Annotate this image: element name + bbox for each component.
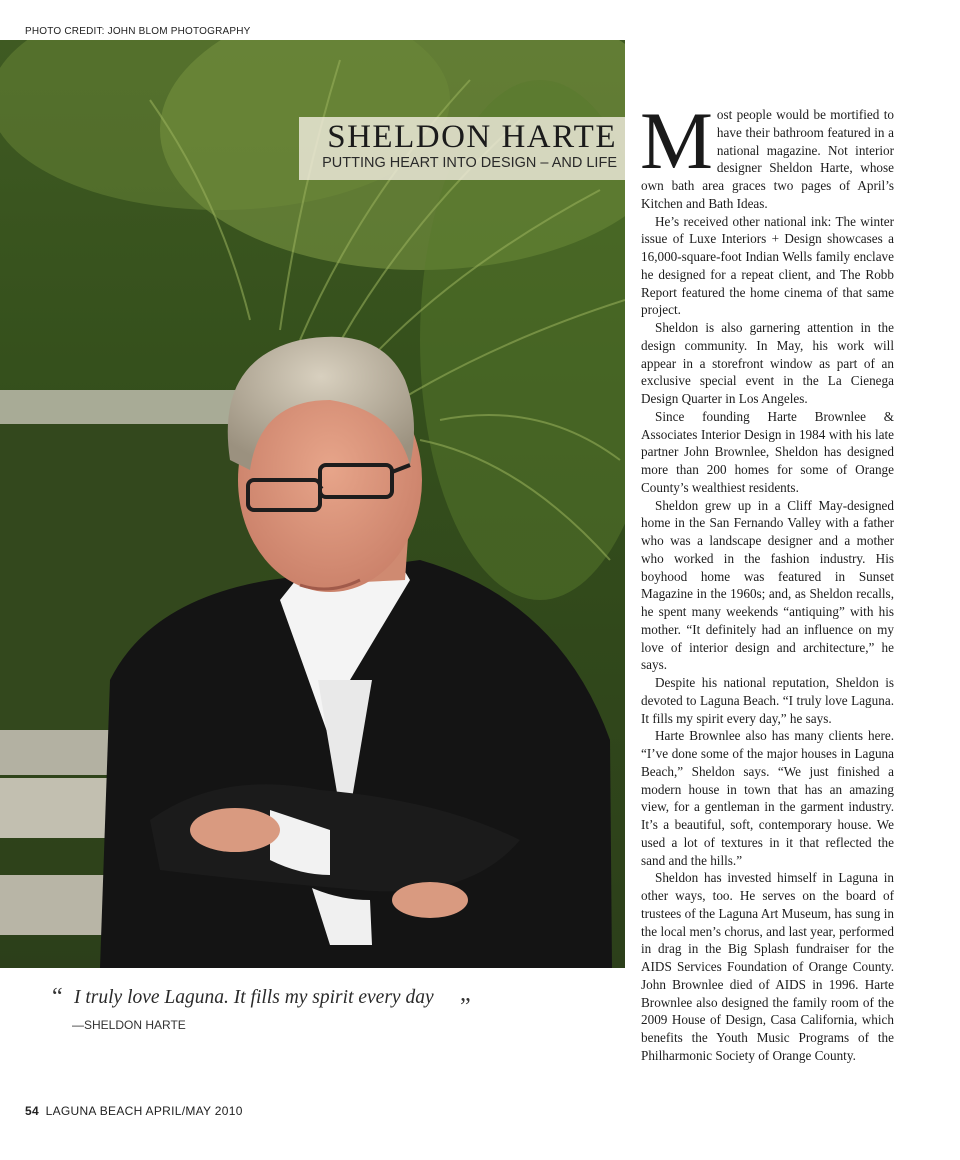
article-paragraph: Sheldon has invested himself in Laguna in other ways, too. He serves on the board of trustees of the Laguna Art Museum, has sung in the local men’s chorus, and last year, performed in drag in the Big Splash fundraiser for the AIDS Services Foundation of Orange County. John Brownlee died of AIDS in 1996. Harte Brownlee also designed the family room of the 2009 House of Design, Casa California, which benefits the Youth Music Programs of the Philharmonic Society of Orange County. (641, 870, 894, 1063)
headline-box (299, 117, 625, 180)
drop-cap: M (640, 95, 713, 186)
headline-title: SHELDON HARTE (327, 119, 617, 155)
open-quote-mark: “ (52, 984, 63, 1010)
page-number: 54 (25, 1104, 39, 1118)
page-footer (25, 1104, 243, 1118)
article-paragraph: Sheldon grew up in a Cliff May-designed home in the San Fernando Valley with a father who was a landscape designer and a mother who worked in the fashion industry. His boyhood home was featured in Sunset Magazine in the 1960s; and, as Sheldon recalls, he spent many weekends “antiquing” with his mother. “It definitely had an influence on my love of interior design and architecture,” he says. (641, 497, 894, 673)
article-paragraph: Most people would be mortified to have their bathroom featured in a national magazine. Not interior designer Sheldon Harte, whose own bath area graces two pages of April’s Kitchen and Bath Ideas. (640, 95, 894, 211)
article-body (640, 95, 894, 1065)
article-paragraph: He’s received other national ink: The winter issue of Luxe Interiors + Design showcases a 16,000-square-foot Indian Wells family enclave he designed for a repeat client, and The Robb Report featured the home cinema of that same project. (641, 213, 894, 318)
pull-quote-text: I truly love Laguna. It fills my spirit every day (74, 987, 434, 1008)
publication-name: LAGUNA BEACH APRIL/MAY 2010 (45, 1104, 243, 1118)
headline-subtitle: PUTTING HEART INTO DESIGN – AND LIFE (322, 155, 617, 171)
article-paragraph: Harte Brownlee also has many clients here. “I’ve done some of the major houses in Laguna Beach,” Sheldon says. “We just finished a modern house in town that has an amazing view, for a gentleman in the garment industry. It’s a beautiful, soft, contemporary house. We used a lot of textures in it that reflected the sand and the hills.” (641, 728, 894, 868)
article-paragraph: Despite his national reputation, Sheldon is devoted to Laguna Beach. “I truly love Laguna. It fills my spirit every day,” he says. (641, 675, 894, 726)
close-quote-mark: ” (460, 994, 471, 1020)
article-paragraph: Since founding Harte Brownlee & Associates Interior Design in 1984 with his late partner John Brownlee, Sheldon has designed more than 200 homes for some of Orange County’s wealthiest residents. (641, 408, 894, 495)
photo-credit: PHOTO CREDIT: JOHN BLOM PHOTOGRAPHY (25, 26, 251, 37)
article-paragraph: Sheldon is also garnering attention in the design community. In May, his work will appear in a storefront window as part of an exclusive special event in the La Cienega Design Quarter in Los Angeles. (641, 320, 894, 406)
pull-quote-attribution: —SHELDON HARTE (72, 1018, 186, 1032)
